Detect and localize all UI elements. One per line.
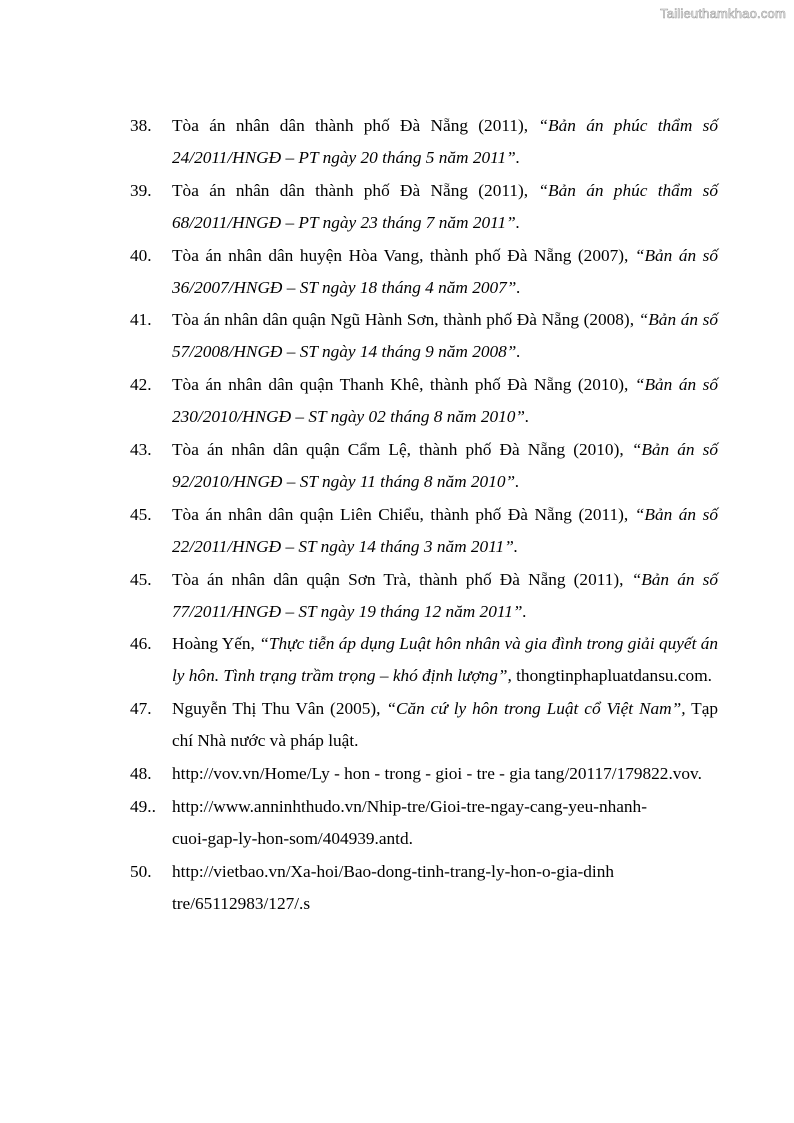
reference-title: “Bản án số 36/2007/HNGĐ – ST ngày 18 tháng 4 năm 2007”.	[172, 245, 718, 297]
reference-title: “Bản án số 22/2011/HNGĐ – ST ngày 14 tháng 3 năm 2011”.	[172, 504, 718, 556]
reference-url-continuation[interactable]: tre/65112983/127/.s	[172, 893, 311, 913]
reference-number: 45.	[130, 569, 152, 589]
reference-item	[130, 628, 718, 692]
reference-item	[130, 175, 718, 239]
reference-author: Tòa án nhân dân quận Sơn Trà, thành phố Đà Nẵng (2011),	[172, 569, 632, 589]
reference-source: thongtinphapluatdansu.com.	[511, 666, 712, 686]
reference-title: “Bản án số 92/2010/HNGĐ – ST ngày 11 tháng 8 năm 2010”.	[172, 439, 718, 491]
reference-item	[130, 434, 718, 498]
reference-title: “Bản án số 57/2008/HNGĐ – ST ngày 14 tháng 9 năm 2008”.	[172, 310, 718, 362]
reference-title: “Bản án số 230/2010/HNGĐ – ST ngày 02 tháng 8 năm 2010”.	[172, 375, 718, 427]
reference-item	[130, 240, 718, 304]
reference-author: Nguyễn Thị Thu Vân (2005),	[172, 699, 387, 719]
reference-number: 47.	[130, 699, 152, 719]
reference-item	[130, 499, 718, 563]
reference-item	[130, 564, 718, 628]
reference-title: “Thực tiễn áp dụng Luật hôn nhân và gia đình trong giải quyết án ly hôn. Tình trạng trầm trọng – khó định lượng”,	[172, 634, 718, 686]
reference-source: Tạp chí Nhà nước và pháp luật.	[172, 699, 718, 751]
reference-number: 48.	[130, 763, 152, 783]
reference-author: Tòa án nhân dân quận Ngũ Hành Sơn, thành phố Đà Nẵng (2008),	[172, 310, 639, 330]
reference-item	[130, 856, 718, 920]
reference-title: “Căn cứ ly hôn trong Luật cổ Việt Nam”,	[386, 699, 686, 719]
reference-title: “Bản án phúc thẩm số 68/2011/HNGĐ – PT ngày 23 tháng 7 năm 2011”.	[172, 180, 718, 232]
reference-author: Tòa án nhân dân quận Thanh Khê, thành phố Đà Nẵng (2010),	[172, 375, 635, 395]
reference-item	[130, 758, 718, 790]
watermark: Tailieuthamkhao.com	[660, 6, 786, 21]
reference-number: 38.	[130, 116, 152, 135]
reference-author: Tòa án nhân dân thành phố Đà Nẵng (2011),	[172, 180, 539, 200]
reference-item	[130, 693, 718, 757]
reference-url-continuation[interactable]: cuoi-gap-ly-hon-som/404939.antd.	[172, 828, 413, 848]
reference-item	[130, 791, 718, 855]
reference-author: Tòa án nhân dân huyện Hòa Vang, thành phố Đà Nẵng (2007),	[172, 245, 635, 265]
reference-number: 50.	[130, 861, 152, 881]
reference-number: 46.	[130, 634, 152, 654]
reference-number: 45.	[130, 504, 152, 524]
reference-author: Tòa án nhân dân thành phố Đà Nẵng (2011),	[172, 116, 539, 135]
reference-title: “Bản án số 77/2011/HNGĐ – ST ngày 19 tháng 12 năm 2011”.	[172, 569, 718, 621]
reference-item	[130, 304, 718, 368]
reference-url[interactable]: http://vov.vn/Home/Ly - hon - trong - gioi - tre - gia tang/20117/179822.vov.	[172, 763, 702, 783]
reference-number: 42.	[130, 375, 152, 395]
reference-item	[130, 369, 718, 433]
reference-list	[130, 110, 718, 920]
reference-number: 49..	[130, 796, 156, 816]
reference-url[interactable]: http://www.anninhthudo.vn/Nhip-tre/Gioi-tre-ngay-cang-yeu-nhanh-	[172, 796, 647, 816]
reference-number: 43.	[130, 439, 152, 459]
reference-url[interactable]: http://vietbao.vn/Xa-hoi/Bao-dong-tinh-trang-ly-hon-o-gia-dinh	[172, 861, 615, 881]
reference-title: “Bản án phúc thẩm số 24/2011/HNGĐ – PT ngày 20 tháng 5 năm 2011”.	[172, 116, 718, 167]
reference-item	[130, 110, 718, 174]
reference-number: 41.	[130, 310, 152, 330]
reference-author: Tòa án nhân dân quận Cẩm Lệ, thành phố Đà Nẵng (2010),	[172, 439, 632, 459]
reference-number: 39.	[130, 180, 152, 200]
reference-number: 40.	[130, 245, 152, 265]
reference-author: Tòa án nhân dân quận Liên Chiểu, thành phố Đà Nẵng (2011),	[172, 504, 635, 524]
reference-author: Hoàng Yến,	[172, 634, 260, 654]
